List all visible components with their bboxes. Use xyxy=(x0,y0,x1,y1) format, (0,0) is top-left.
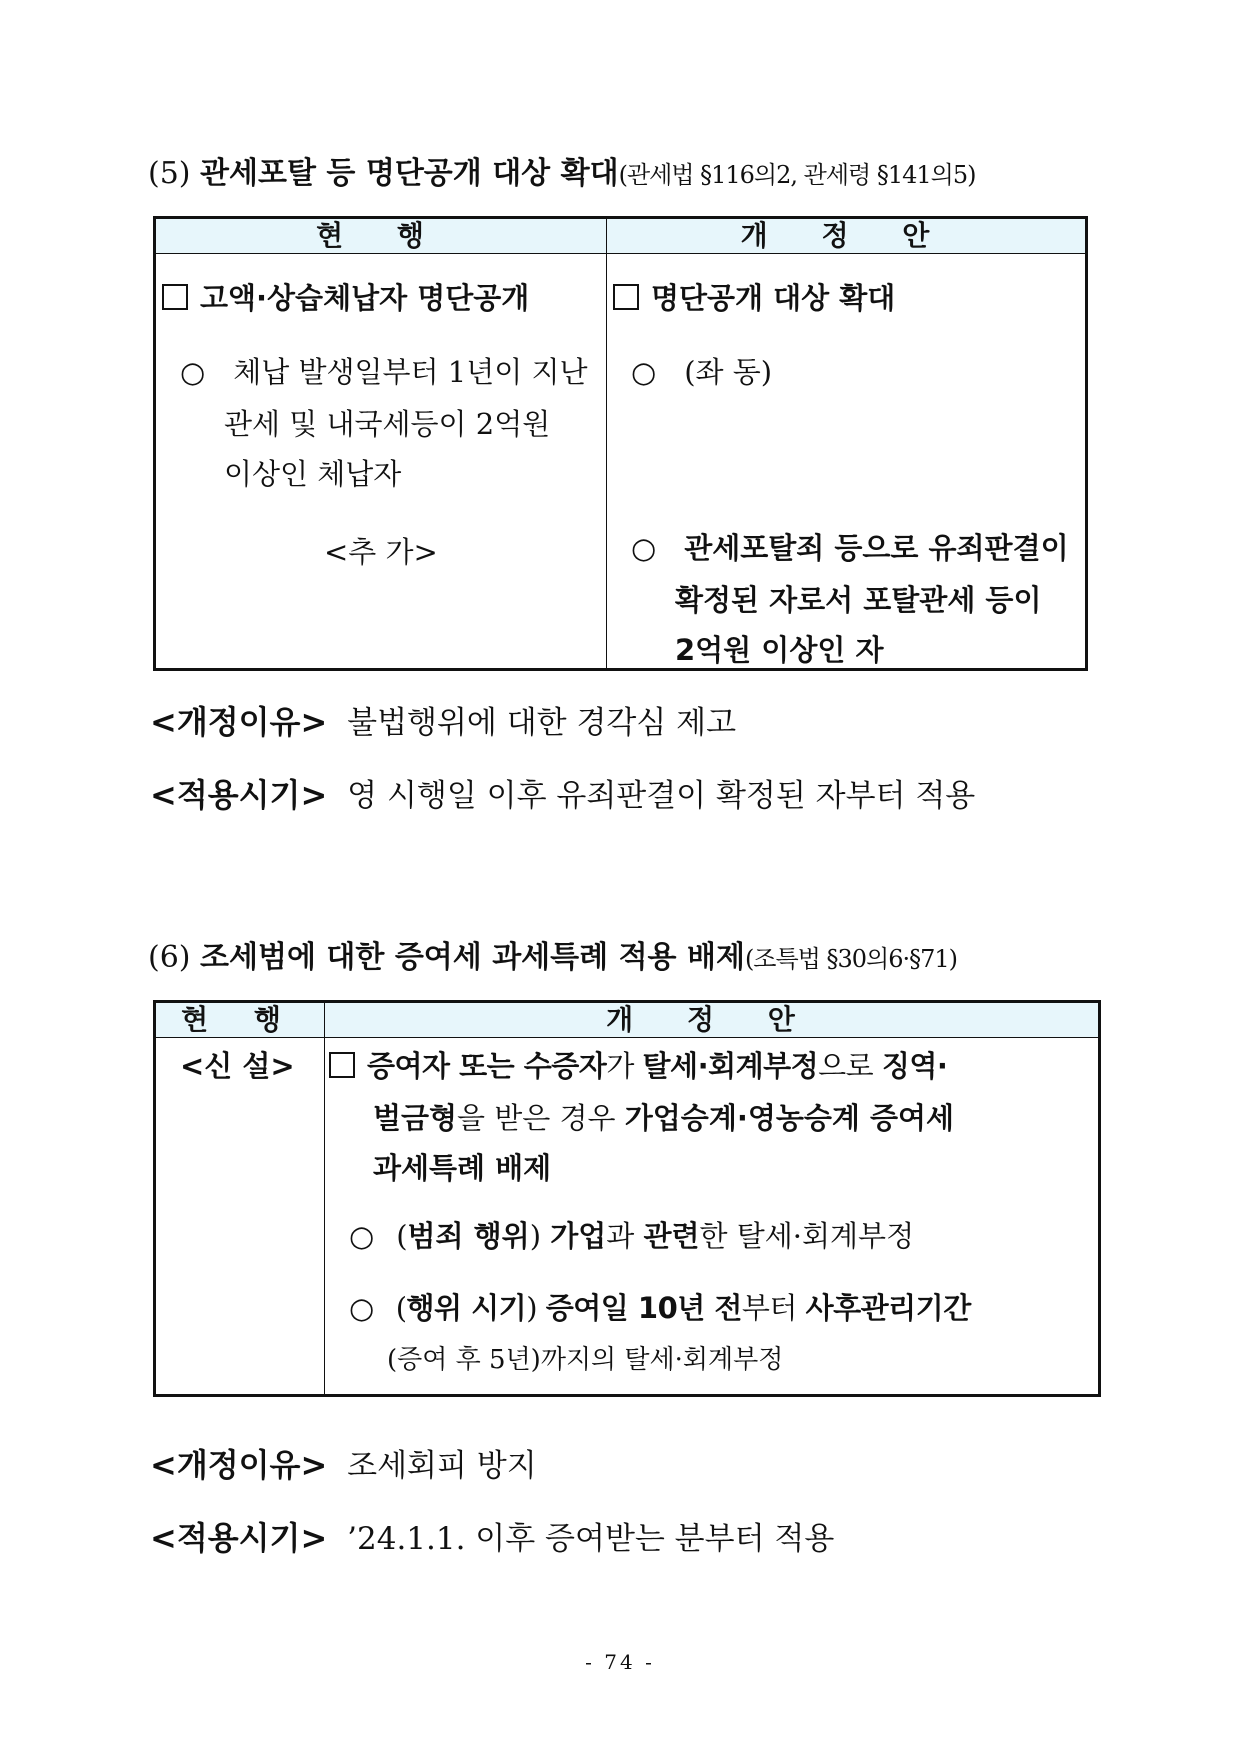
section5-current-add: <추 가> xyxy=(324,535,438,569)
section5-proposed-bullet2-line2: 확정된 자로서 포탈관세 등이 xyxy=(675,583,1042,617)
section6-col-proposed: 개 정 안 xyxy=(325,1002,1100,1038)
section6-proposed-line3: 과세특례 배제 xyxy=(373,1151,552,1185)
section5-reason xyxy=(150,697,736,743)
section5-apply-label: <적용시기> xyxy=(150,776,328,814)
section5-proposed-heading-row xyxy=(613,272,895,324)
section6-b2-a: ( xyxy=(395,1291,407,1325)
section6-b1-e: 과 xyxy=(606,1219,644,1253)
section6-p2-c: 가업승계·영농승계 증여세 xyxy=(624,1101,955,1135)
section5-col-current: 현 행 xyxy=(155,218,607,254)
section6-bullet2-line2: (증여 후 5년)까지의 탈세·회계부정 xyxy=(387,1345,784,1375)
section6-p2-b: 을 받은 경우 xyxy=(457,1101,625,1135)
section5-proposed-bullet2-line3: 2억원 이상인 자 xyxy=(675,633,884,667)
section6-apply-text: ’24.1.1. 이후 증여받는 분부터 적용 xyxy=(347,1521,835,1557)
section6-bullet2 xyxy=(349,1282,971,1334)
bullet-circle-icon: ○ xyxy=(631,355,657,389)
section6-title: 조세범에 대한 증여세 과세특례 적용 배제 xyxy=(200,940,745,975)
section6-b2-b: 행위 시기 xyxy=(406,1291,527,1325)
section6-b1-f: 관련 xyxy=(643,1219,700,1253)
section6-p1-d: 으로 xyxy=(818,1049,882,1083)
section5-proposed-bullet1 xyxy=(631,346,772,398)
section6-p1-c: 탈세·회계부정 xyxy=(642,1049,819,1083)
section6-apply-label: <적용시기> xyxy=(150,1519,328,1557)
section5-title: 관세포탈 등 명단공개 대상 확대 xyxy=(200,156,619,191)
section5-apply-text: 영 시행일 이후 유죄판결이 확정된 자부터 적용 xyxy=(347,778,976,814)
section5-current-bullet-line1: 체납 발생일부터 1년이 지난 xyxy=(233,355,588,389)
section5-reason-text: 불법행위에 대한 경각심 제고 xyxy=(347,705,737,741)
section6-table xyxy=(153,1000,1101,1397)
section6-p1-a: 증여자 또는 수증자 xyxy=(367,1049,607,1083)
bullet-circle-icon: ○ xyxy=(349,1219,375,1253)
section6-b2-c: ) xyxy=(526,1291,546,1325)
section5-ref: (관세법 §116의2, 관세령 §141의5) xyxy=(618,161,976,189)
section6-b1-a: ( xyxy=(396,1219,408,1253)
checkbox-square-icon xyxy=(329,1052,355,1078)
section6-ref: (조특법 §30의6·§71) xyxy=(744,945,958,973)
section5-proposed-bullet2-line1: 관세포탈죄 등으로 유죄판결이 xyxy=(684,531,1069,565)
section6-b1-b: 범죄 행위 xyxy=(407,1219,530,1253)
section6-proposed-cell xyxy=(325,1038,1100,1396)
section6-proposed-line2 xyxy=(373,1092,954,1144)
bullet-circle-icon: ○ xyxy=(631,531,657,565)
checkbox-square-icon xyxy=(613,284,639,310)
section5-table xyxy=(153,216,1088,671)
section5-reason-label: <개정이유> xyxy=(150,703,328,741)
section5-proposed-bullet2 xyxy=(631,522,1069,574)
section6-p1-e: 징역· xyxy=(881,1049,948,1083)
section6-b1-d: 가업 xyxy=(550,1219,607,1253)
section5-proposed-bullet1-text: (좌 동) xyxy=(684,355,773,389)
section5-current-heading-row xyxy=(162,272,529,324)
section6-b2-f: 사후관리기간 xyxy=(805,1291,971,1325)
bullet-circle-icon: ○ xyxy=(349,1291,374,1325)
section5-number: (5) xyxy=(148,156,191,191)
section5-proposed-heading: 명단공개 대상 확대 xyxy=(651,281,896,315)
section5-current-cell xyxy=(155,254,607,670)
section6-reason-label: <개정이유> xyxy=(150,1446,328,1484)
section6-apply xyxy=(150,1513,834,1559)
section6-b2-e: 부터 xyxy=(741,1291,806,1325)
section6-p2-a: 벌금형 xyxy=(373,1101,458,1135)
page-number: - 74 - xyxy=(585,1650,655,1674)
section5-current-heading: 고액·상습체납자 명단공개 xyxy=(200,281,530,315)
section5-current-bullet xyxy=(180,346,587,398)
checkbox-square-icon xyxy=(162,284,188,310)
section6-heading xyxy=(148,932,957,976)
section5-apply xyxy=(150,770,975,816)
bullet-circle-icon: ○ xyxy=(180,355,206,389)
section6-bullet1 xyxy=(349,1210,914,1262)
section5-proposed-cell xyxy=(607,254,1087,670)
section5-current-bullet-line3: 이상인 체납자 xyxy=(224,457,402,491)
section5-col-proposed: 개 정 안 xyxy=(607,218,1087,254)
section6-col-current: 현 행 xyxy=(155,1002,325,1038)
section6-reason-text: 조세회피 방지 xyxy=(347,1448,537,1484)
section6-b1-c: ) xyxy=(529,1219,551,1253)
section6-p1-b: 가 xyxy=(606,1049,643,1083)
section6-b2-d: 증여일 10년 전 xyxy=(545,1291,742,1325)
section6-b1-g: 한 탈세·회계부정 xyxy=(699,1219,915,1253)
section6-current-new: <신 설> xyxy=(180,1049,295,1083)
section6-current-cell xyxy=(155,1038,325,1396)
section5-heading xyxy=(148,148,975,192)
section5-current-bullet-line2: 관세 및 내국세등이 2억원 xyxy=(224,407,551,441)
section6-reason xyxy=(150,1440,537,1486)
section6-proposed-line1 xyxy=(329,1040,947,1092)
section6-number: (6) xyxy=(148,940,191,975)
